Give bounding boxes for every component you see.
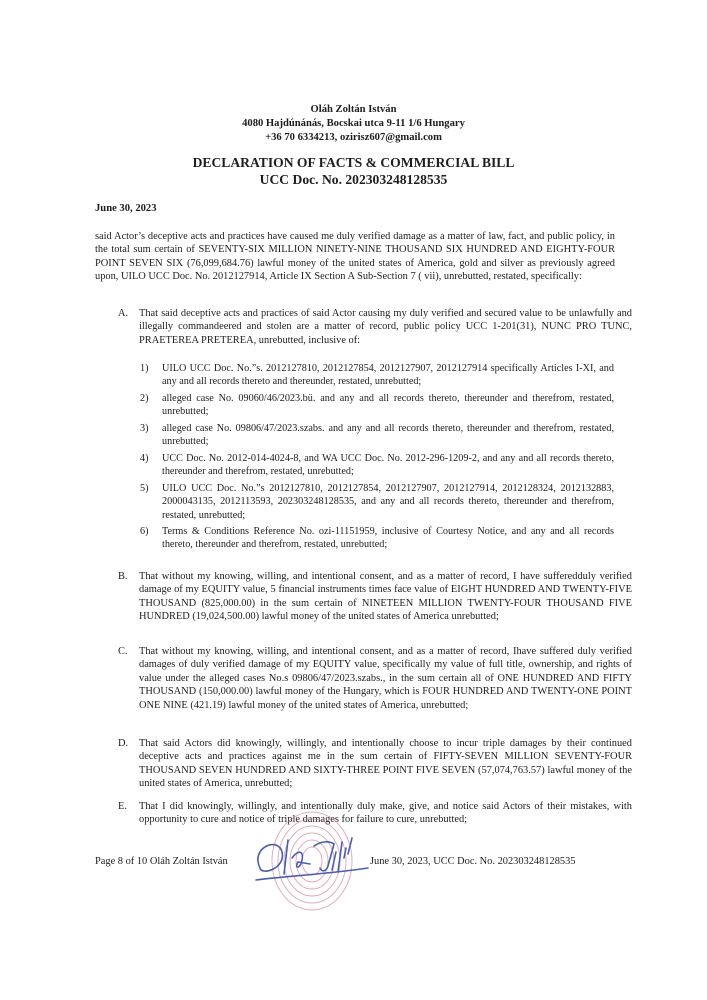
sub-item-text: UILO UCC Doc. No.”s 2012127810, 2012127854, 2012127907, 2012127914, 2012128324, 2012132883, 2000043135, 2012113593, 202303248128535, and any and all records thereto, thereunder and therefrom, restated, unrebutted; xyxy=(162,483,614,521)
sender-name: Oláh Zoltán István xyxy=(310,104,397,115)
intro-paragraph: said Actor’s deceptive acts and practices have caused me duly verified damage as a matter of law, fact, and public policy, in the total sum certain of SEVENTY-SIX MILLION NINETY-NINE THOUSAND SIX HUNDRED AND EIGHTY-FOUR POINT SEVEN SIX (76,099,684.76) lawful money of the united states of America, gold and silver as previously agreed upon, UILO UCC Doc. No. 2012127914, Article IX Section A Sub-Section 7 ( vii), unrebutted, restated, specifically: xyxy=(95,231,615,283)
document-title xyxy=(0,154,707,188)
item-label: D. xyxy=(118,738,129,749)
sub-item-text: Terms & Conditions Reference No. ozi-11151959, inclusive of Courtesy Notice, and any and all records thereto, thereunder and therefrom, restated, unrebutted; xyxy=(162,526,614,551)
item-text: That without my knowing, willing, and intentional consent, and as a matter of record, I have sufferedduly verified damage of my EQUITY value, 5 financial instruments times face value of EIGHT HUNDRED AND TWENTY-FIVE THOUSAND (825,000.00) in the sum certain of NINETEEN MILLION TWENTY-FOUR THOUSAND FIVE HUNDRED (19,024,500.00) lawful money of the united states of America unrebutted; xyxy=(139,571,632,623)
item-label: B. xyxy=(118,571,128,582)
sender-contact: +36 70 6334213, ozirisz607@gmail.com xyxy=(265,132,442,143)
sub-item-label: 1) xyxy=(140,363,149,374)
sub-item-label: 2) xyxy=(140,393,149,404)
item-text: That said deceptive acts and practices of said Actor causing my duly verified and secured value to be unlawfully and illegally commandeered and stolen are a matter of record, public policy UCC 1-201(31), NUNC PRO TUNC, PRAETEREA PRETEREA, unrebutted, inclusive of: xyxy=(139,308,632,346)
item-text: That I did knowingly, willingly, and intentionally duly make, give, and notice said Actors of their mistakes, with opportunity to cure and notice of triple damages for failure to cure, unrebutted; xyxy=(139,801,632,826)
title-line-1: DECLARATION OF FACTS & COMMERCIAL BILL xyxy=(192,155,515,170)
sub-item-text: alleged case No. 09060/46/2023.bü. and any and all records thereto, thereunder and therefrom, restated, unrebutted; xyxy=(162,393,614,418)
handwritten-signature xyxy=(248,828,388,888)
item-text: That said Actors did knowingly, willingly, and intentionally choose to incur triple damages by their continued deceptive acts and practices against me in the sum certain of FIFTY-SEVEN MILLION SEVENTY-FOUR THOUSAND SEVEN HUNDRED AND SIXTY-THREE POINT FIVE SEVEN (57,074,763.57) lawful money of the united states of America, unrebutted; xyxy=(139,738,632,790)
sub-item-label: 3) xyxy=(140,423,149,434)
item-text: That without my knowing, willing, and intentional consent, and as a matter of record, Ihave suffered duly verified damages of duly verified damage of my EQUITY value, specifically my value of full title, ownership, and rights of value under the alleged cases No.s 09806/47/2023.szabs., in the sum certain all of ONE HUNDRED AND FIFTY THOUSAND (150,000.00) lawful money of the Hungary, which is FOUR HUNDRED AND TWENTY-ONE POINT ONE NINE (421.19) lawful money of the united states of America, unrebutted; xyxy=(139,646,632,711)
sub-item-text: UILO UCC Doc. No.”s. 2012127810, 2012127854, 2012127907, 2012127914 specifically Articles I-XI, and any and all records thereto and thereunder, restated, unrebutted; xyxy=(162,363,614,388)
sender-header xyxy=(0,103,707,145)
footer-page-info: Page 8 of 10 Oláh Zoltán István xyxy=(95,856,228,867)
sub-item-label: 6) xyxy=(140,526,149,537)
document-date: June 30, 2023 xyxy=(95,203,157,214)
item-label: C. xyxy=(118,646,128,657)
sub-item-text: UCC Doc. No. 2012-014-4024-8, and WA UCC Doc. No. 2012-296-1209-2, and any and all records thereto, thereunder and therefrom, restated, unrebutted; xyxy=(162,453,614,478)
sub-item-text: alleged case No. 09806/47/2023.szabs. and any and all records thereto, thereunder and therefrom, restated, unrebutted; xyxy=(162,423,614,448)
sub-item-label: 5) xyxy=(140,483,149,494)
item-label: A. xyxy=(118,308,129,319)
sender-address: 4080 Hajdúnánás, Bocskai utca 9-11 1/6 Hungary xyxy=(242,118,465,129)
sub-item-label: 4) xyxy=(140,453,149,464)
title-line-2: UCC Doc. No. 202303248128535 xyxy=(259,172,448,187)
item-label: E. xyxy=(118,801,127,812)
footer-doc-reference: June 30, 2023, UCC Doc. No. 202303248128535 xyxy=(370,856,576,867)
